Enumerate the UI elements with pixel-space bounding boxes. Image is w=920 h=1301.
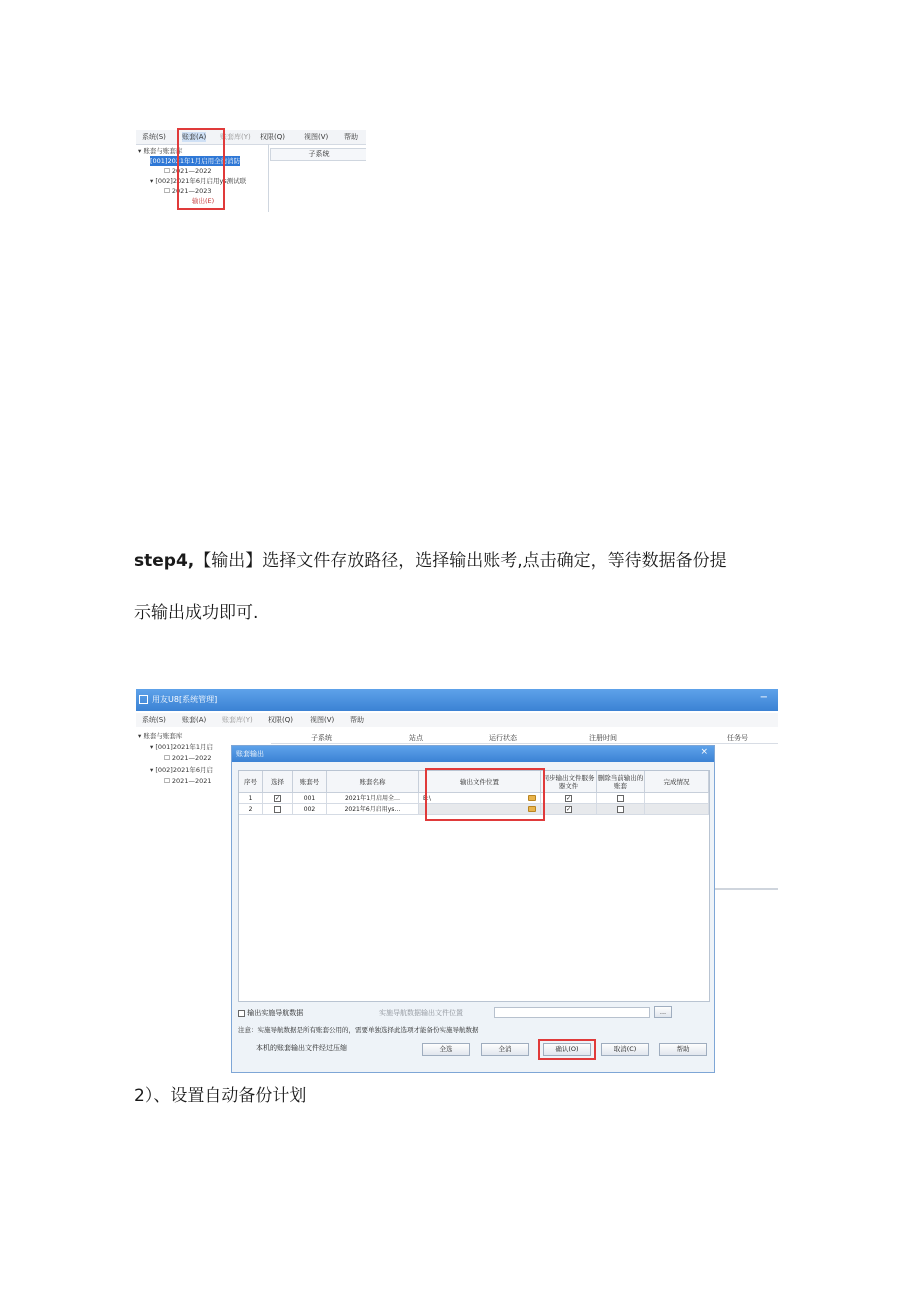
tree-year-001[interactable]: ☐ 2021—2022 bbox=[164, 167, 212, 175]
tree-account-002[interactable]: ▾ [002]2021年6月启用ys测试联 bbox=[150, 177, 247, 185]
screenshot-account-output bbox=[136, 689, 778, 1073]
tree-root[interactable]: ▾ 账套与账套库 bbox=[138, 147, 183, 155]
account-output-dialog bbox=[231, 745, 715, 1073]
menu-help[interactable]: 帮助 bbox=[350, 716, 364, 724]
close-icon[interactable]: × bbox=[700, 747, 708, 757]
tree-year-002[interactable]: ☐ 2021—2021 bbox=[164, 777, 212, 785]
confirm-button[interactable]: 确认(O) bbox=[543, 1043, 591, 1056]
row2-no: 2 bbox=[239, 804, 263, 815]
row2-select-cell bbox=[263, 804, 293, 815]
menu-view[interactable]: 视图(V) bbox=[310, 716, 335, 724]
tree-root[interactable]: ▾ 账套与账套库 bbox=[138, 732, 183, 740]
window-title: 用友U8[系统管理] bbox=[152, 695, 218, 704]
row1-select-cell bbox=[263, 793, 293, 804]
header-account-code: 账套号 bbox=[293, 771, 327, 793]
nav-data-label: 输出实施导航数据 bbox=[247, 1009, 304, 1017]
nav-path-label: 实施导航数据输出文件位置 bbox=[379, 1009, 463, 1017]
row1-delete-cell bbox=[597, 793, 645, 804]
tree-account-002[interactable]: ▾ [002]2021年6月启 bbox=[150, 766, 213, 774]
row1-name: 2021年1月启用全… bbox=[327, 793, 419, 804]
row2-code: 002 bbox=[293, 804, 327, 815]
col-subsystem: 子系统 bbox=[311, 734, 332, 742]
step4-label: step4, bbox=[134, 551, 195, 571]
menu-system[interactable]: 系统(S) bbox=[142, 133, 166, 141]
menu-help[interactable]: 帮助 bbox=[344, 133, 358, 141]
highlight-confirm bbox=[538, 1039, 596, 1060]
panel-divider bbox=[713, 888, 778, 890]
nav-path-input[interactable] bbox=[494, 1007, 650, 1018]
help-button[interactable]: 帮助 bbox=[659, 1043, 707, 1056]
col-register-time: 注册时间 bbox=[589, 734, 617, 742]
row1-sync-checkbox[interactable]: ✓ bbox=[566, 795, 572, 802]
screenshot-account-menu bbox=[136, 126, 366, 212]
header-status: 完成情况 bbox=[645, 771, 709, 793]
menu-permission[interactable]: 权限(Q) bbox=[268, 716, 293, 724]
row1-sync-cell bbox=[541, 793, 597, 804]
header-delete-account: 删除当前输出的账套 bbox=[597, 771, 645, 793]
row2-sync-checkbox[interactable]: ✓ bbox=[566, 806, 572, 813]
nav-data-option[interactable] bbox=[238, 1008, 303, 1018]
row2-delete-checkbox[interactable] bbox=[617, 806, 624, 813]
header-select: 选择 bbox=[263, 771, 293, 793]
menu-account-library[interactable]: 账套库(Y) bbox=[222, 716, 253, 724]
row1-no: 1 bbox=[239, 793, 263, 804]
menu-account[interactable]: 账套(A) bbox=[182, 133, 207, 141]
dialog-title: 账套输出 bbox=[236, 750, 264, 758]
menu-bar bbox=[136, 713, 778, 727]
highlight-box bbox=[177, 128, 225, 210]
row1-path[interactable]: E:\ bbox=[419, 793, 541, 804]
minimize-button[interactable]: − bbox=[759, 692, 768, 703]
browse-button[interactable]: ... bbox=[654, 1006, 672, 1018]
window-titlebar bbox=[136, 689, 778, 711]
header-output-path: 输出文件位置 bbox=[419, 771, 541, 793]
deselect-all-button[interactable]: 全消 bbox=[481, 1043, 529, 1056]
col-site: 站点 bbox=[409, 734, 423, 742]
menu-bar bbox=[136, 130, 366, 145]
row2-name: 2021年6月启用ys… bbox=[327, 804, 419, 815]
header-no: 序号 bbox=[239, 771, 263, 793]
row1-code: 001 bbox=[293, 793, 327, 804]
menu-system[interactable]: 系统(S) bbox=[142, 716, 166, 724]
splitter bbox=[268, 144, 269, 212]
compress-label: 本机的账套输出文件经过压缩 bbox=[256, 1044, 347, 1052]
tree-year-002[interactable]: ☐ 2021—2023 bbox=[164, 187, 212, 195]
step4-line2: 示输出成功即可. bbox=[134, 603, 259, 623]
header-account-name: 账套名称 bbox=[327, 771, 419, 793]
nav-data-checkbox[interactable] bbox=[238, 1010, 245, 1017]
menu-permission[interactable]: 权限(Q) bbox=[260, 133, 285, 141]
tree-account-001[interactable]: ▾ [001]2021年1月启 bbox=[150, 743, 213, 751]
process-column-header bbox=[271, 731, 778, 744]
menu-view[interactable]: 视图(V) bbox=[304, 133, 329, 141]
menu-account[interactable]: 账套(A) bbox=[182, 716, 207, 724]
row2-status bbox=[645, 804, 709, 815]
app-icon bbox=[139, 695, 148, 704]
row2-select-checkbox[interactable] bbox=[274, 806, 281, 813]
tree-year-001[interactable]: ☐ 2021—2022 bbox=[164, 754, 212, 762]
column-subsystem: 子系统 bbox=[270, 148, 366, 161]
row1-delete-checkbox[interactable] bbox=[617, 795, 624, 802]
dropdown-output-item[interactable]: 输出(E) bbox=[192, 197, 215, 205]
row1-status bbox=[645, 793, 709, 804]
menu-account-library[interactable]: 账套库(Y) bbox=[220, 133, 251, 141]
header-sync-server: 同步输出文件服务器文件 bbox=[541, 771, 597, 793]
step4-line1 bbox=[134, 546, 727, 571]
account-output-table bbox=[238, 770, 710, 1002]
dialog-titlebar bbox=[232, 746, 714, 762]
row2-sync-cell bbox=[541, 804, 597, 815]
row2-delete-cell bbox=[597, 804, 645, 815]
cancel-button[interactable]: 取消(C) bbox=[601, 1043, 649, 1056]
col-task-no: 任务号 bbox=[727, 734, 748, 742]
select-all-button[interactable]: 全选 bbox=[422, 1043, 470, 1056]
col-status: 运行状态 bbox=[489, 734, 517, 742]
step4-text: 【输出】选择文件存放路径，选择输出账考,点击确定，等待数据备份提 bbox=[194, 551, 727, 571]
highlight-output-path bbox=[425, 768, 545, 821]
row1-select-checkbox[interactable]: ✓ bbox=[275, 795, 281, 802]
note-text: 注意：实施导航数据是所有账套公用的，需要单独选择此选项才能备份实施导航数据 bbox=[238, 1026, 479, 1034]
section-heading: 2）、设置自动备份计划 bbox=[134, 1086, 307, 1106]
tree-account-001[interactable]: [001]2021年1月启用全德消防 bbox=[150, 157, 241, 165]
